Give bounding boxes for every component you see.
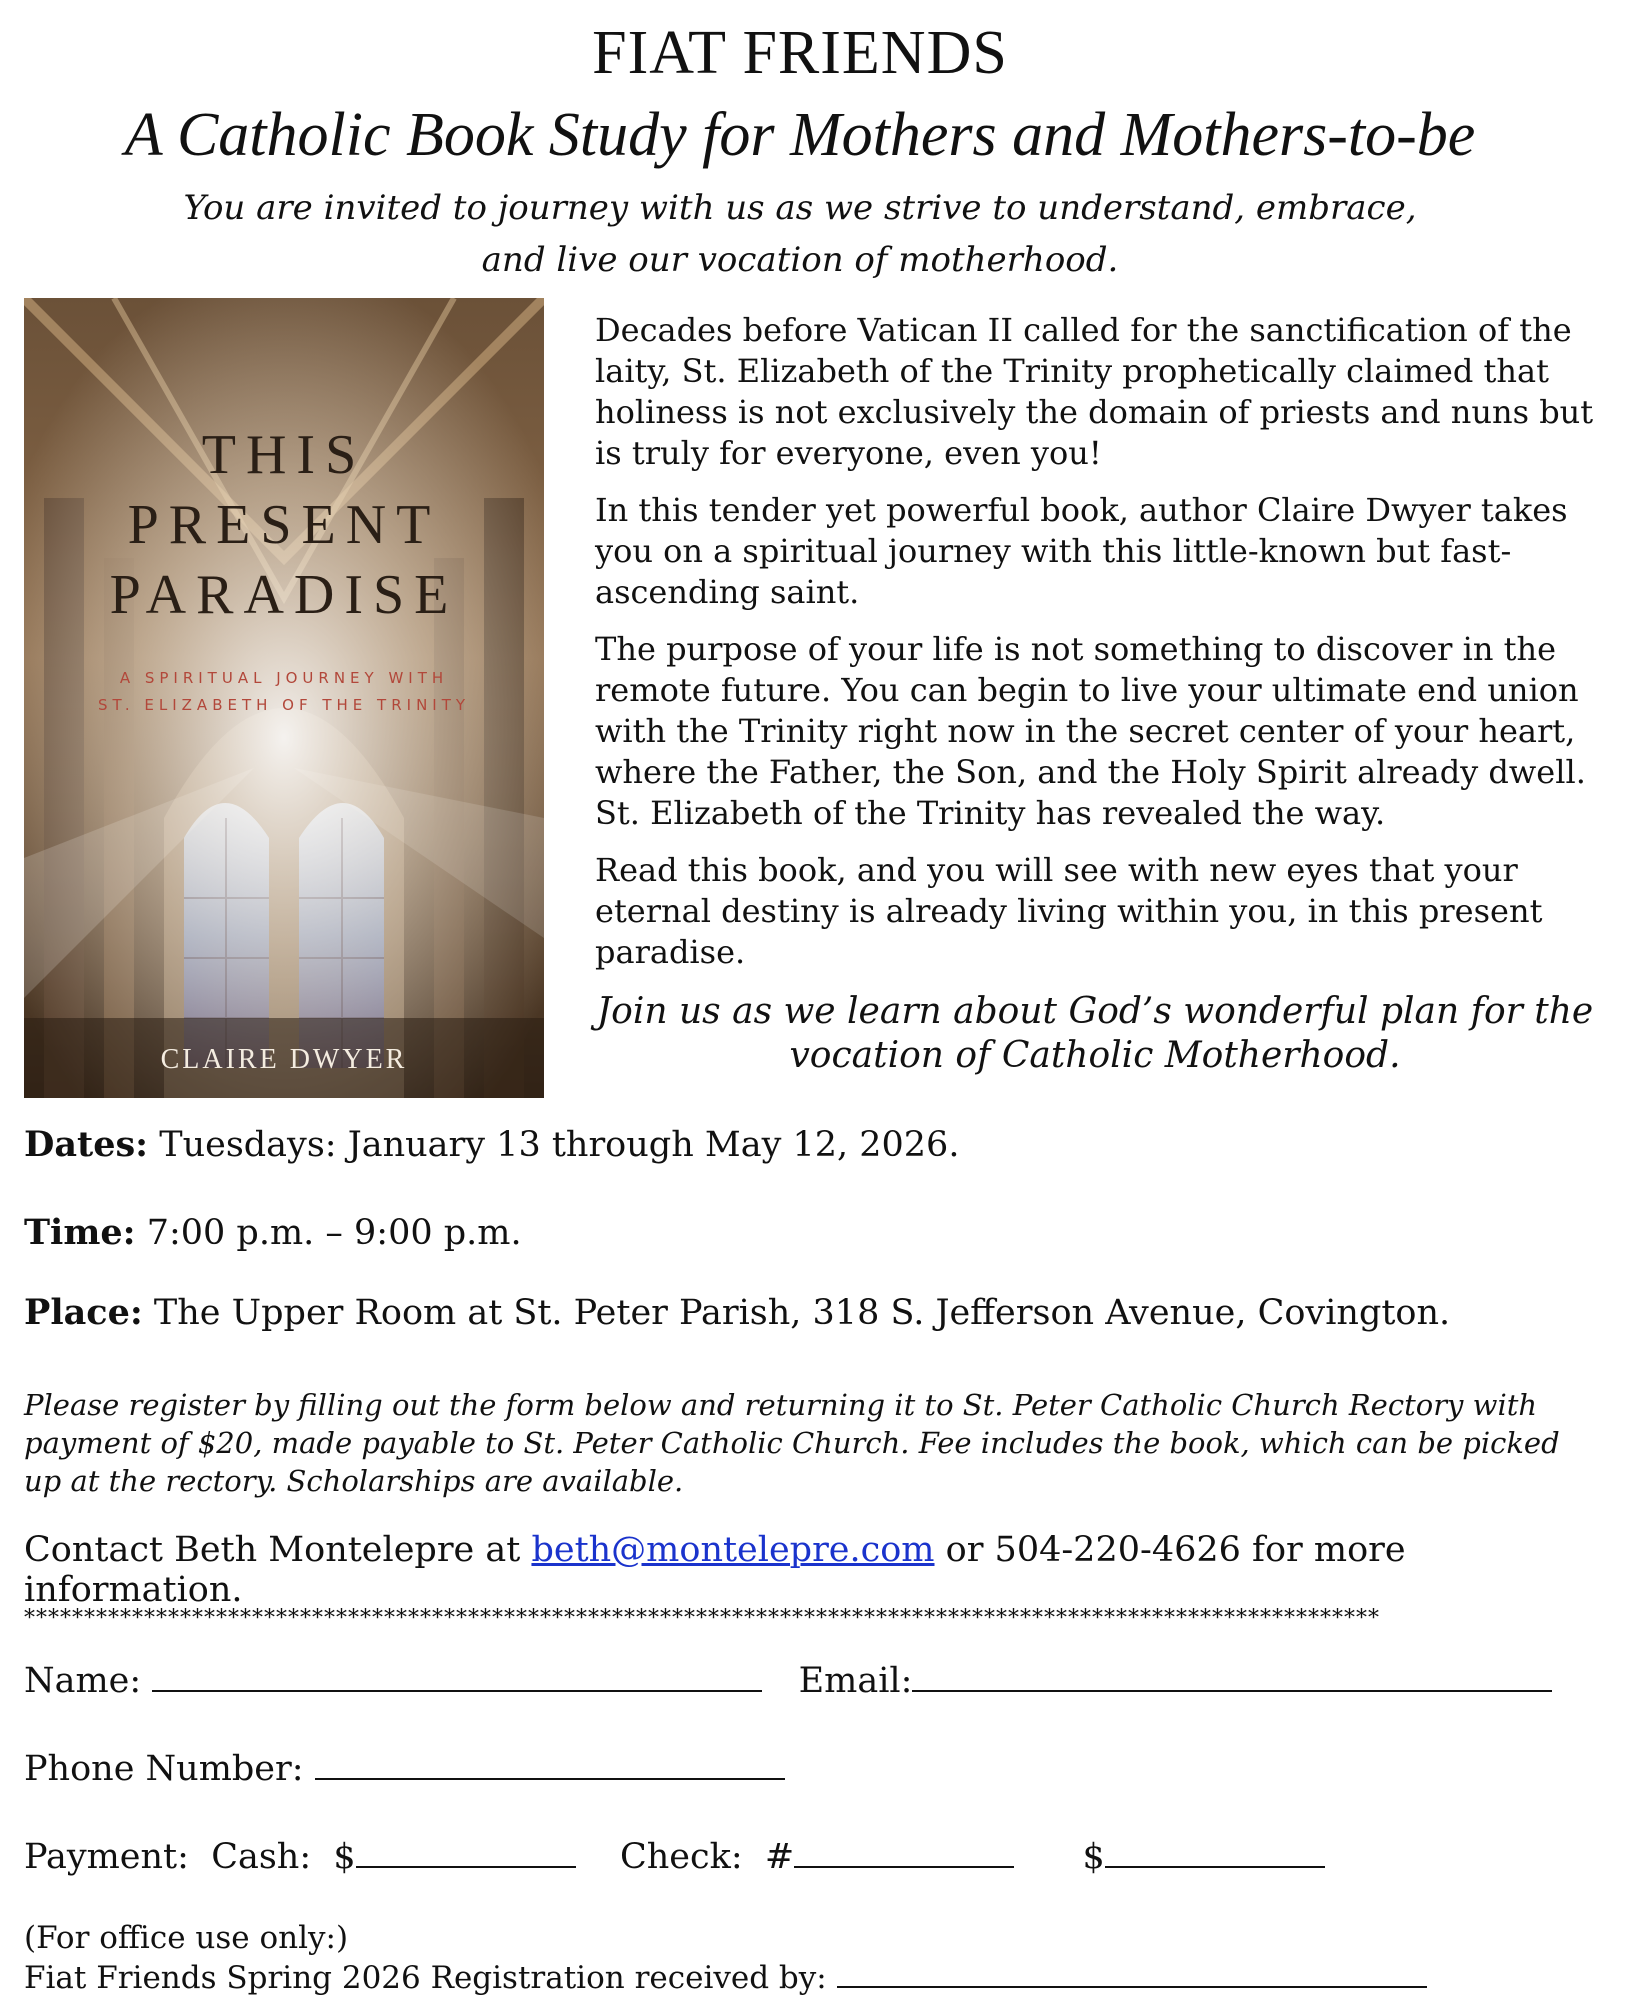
invitation-line-2: and live our vocation of motherhood. bbox=[481, 240, 1119, 280]
contact-suffix: or 504-220-4626 for more information. bbox=[24, 1530, 1406, 1610]
cash-label: Cash: bbox=[211, 1837, 312, 1877]
contact-prefix: Contact Beth Montelepre at bbox=[24, 1530, 532, 1570]
dates-value: Tuesdays: January 13 through May 12, 2026. bbox=[148, 1125, 960, 1165]
place-value: The Upper Room at St. Peter Parish, 318 S. Jefferson Avenue, Covington. bbox=[142, 1293, 1451, 1333]
book-cover-image bbox=[24, 298, 544, 1098]
check-amount-field[interactable] bbox=[1105, 1836, 1325, 1868]
description-paragraph-3: The purpose of your life is not something to discover in the remote future. You can begin to live your ultimate end union with the Trinity right now in the secret center of your heart, where the Father, the Son, and the Holy Spirit already dwell. St. Elizabeth of the Trinity has revealed the way. bbox=[595, 630, 1586, 832]
cash-dollar-sign: $ bbox=[333, 1837, 356, 1877]
office-received-field[interactable] bbox=[837, 1960, 1427, 1988]
book-description bbox=[595, 310, 1595, 989]
check-number-field[interactable] bbox=[794, 1836, 1014, 1868]
office-received-line bbox=[24, 1958, 1427, 1998]
book-title-line-1: THIS bbox=[201, 424, 367, 486]
office-use-heading: (For office use only:) bbox=[24, 1920, 349, 1956]
description-paragraph-2: In this tender yet powerful book, author Claire Dwyer takes you on a spiritual journey with this little-known but fast-ascending saint. bbox=[595, 491, 1568, 611]
time-value: 7:00 p.m. – 9:00 p.m. bbox=[135, 1213, 522, 1253]
dates-line bbox=[24, 1124, 959, 1165]
phone-label: Phone Number: bbox=[24, 1749, 304, 1789]
book-author: CLAIRE DWYER bbox=[160, 1044, 408, 1075]
contact-line bbox=[24, 1530, 1630, 1610]
join-line-2: vocation of Catholic Motherhood. bbox=[789, 1035, 1401, 1076]
phone-field[interactable] bbox=[315, 1748, 785, 1780]
join-us-text bbox=[595, 990, 1595, 1078]
office-use-section bbox=[24, 1918, 1427, 1998]
check-label: Check: bbox=[619, 1837, 743, 1877]
name-email-row bbox=[24, 1660, 1552, 1701]
book-title-line-2: PRESENT bbox=[127, 494, 441, 556]
name-label: Name: bbox=[24, 1661, 142, 1701]
description-paragraph-4: Read this book, and you will see with new eyes that your eternal destiny is already living within you, in this present paradise. bbox=[595, 851, 1543, 971]
check-dollar-sign: $ bbox=[1082, 1837, 1105, 1877]
office-received-label: Fiat Friends Spring 2026 Registration received by: bbox=[24, 1960, 827, 1996]
divider: ***************************************************************************************************************** bbox=[24, 1606, 1380, 1631]
join-line-1: Join us as we learn about God’s wonderful plan for the bbox=[596, 991, 1594, 1032]
payment-row bbox=[24, 1836, 1325, 1877]
contact-email-link[interactable]: beth@montelepre.com bbox=[531, 1530, 935, 1570]
invitation-text bbox=[0, 182, 1600, 286]
check-number-sign: # bbox=[764, 1837, 795, 1877]
invitation-line-1: You are invited to journey with us as we strive to understand, embrace, bbox=[183, 188, 1417, 228]
payment-label: Payment: bbox=[24, 1837, 189, 1877]
book-subtitle-line-1: A SPIRITUAL JOURNEY WITH bbox=[119, 669, 449, 687]
email-field[interactable] bbox=[912, 1660, 1552, 1692]
page-title: FIAT FRIENDS bbox=[592, 19, 1008, 87]
page-subtitle: A Catholic Book Study for Mothers and Mothers-to-be bbox=[124, 101, 1476, 169]
place-label: Place: bbox=[24, 1292, 143, 1333]
place-line bbox=[24, 1292, 1450, 1333]
time-label: Time: bbox=[24, 1212, 136, 1253]
name-field[interactable] bbox=[152, 1660, 762, 1692]
cash-amount-field[interactable] bbox=[356, 1836, 576, 1868]
email-label: Email: bbox=[798, 1661, 913, 1701]
time-line bbox=[24, 1212, 522, 1253]
registration-note: Please register by filling out the form below and returning it to St. Peter Catholic Church Rectory with payment of $20, made payable to St. Peter Catholic Church. Fee includes the book, which can be picked up at the rectory. Scholarships are available. bbox=[24, 1388, 1560, 1498]
phone-row bbox=[24, 1748, 785, 1789]
dates-label: Dates: bbox=[24, 1124, 149, 1165]
description-paragraph-1: Decades before Vatican II called for the sanctification of the laity, St. Elizabeth of the Trinity prophetically claimed that holiness is not exclusively the domain of priests and nuns but is truly for everyone, even you! bbox=[595, 311, 1594, 472]
book-title-line-3: PARADISE bbox=[109, 564, 459, 626]
book-subtitle-line-2: ST. ELIZABETH OF THE TRINITY bbox=[97, 696, 471, 714]
